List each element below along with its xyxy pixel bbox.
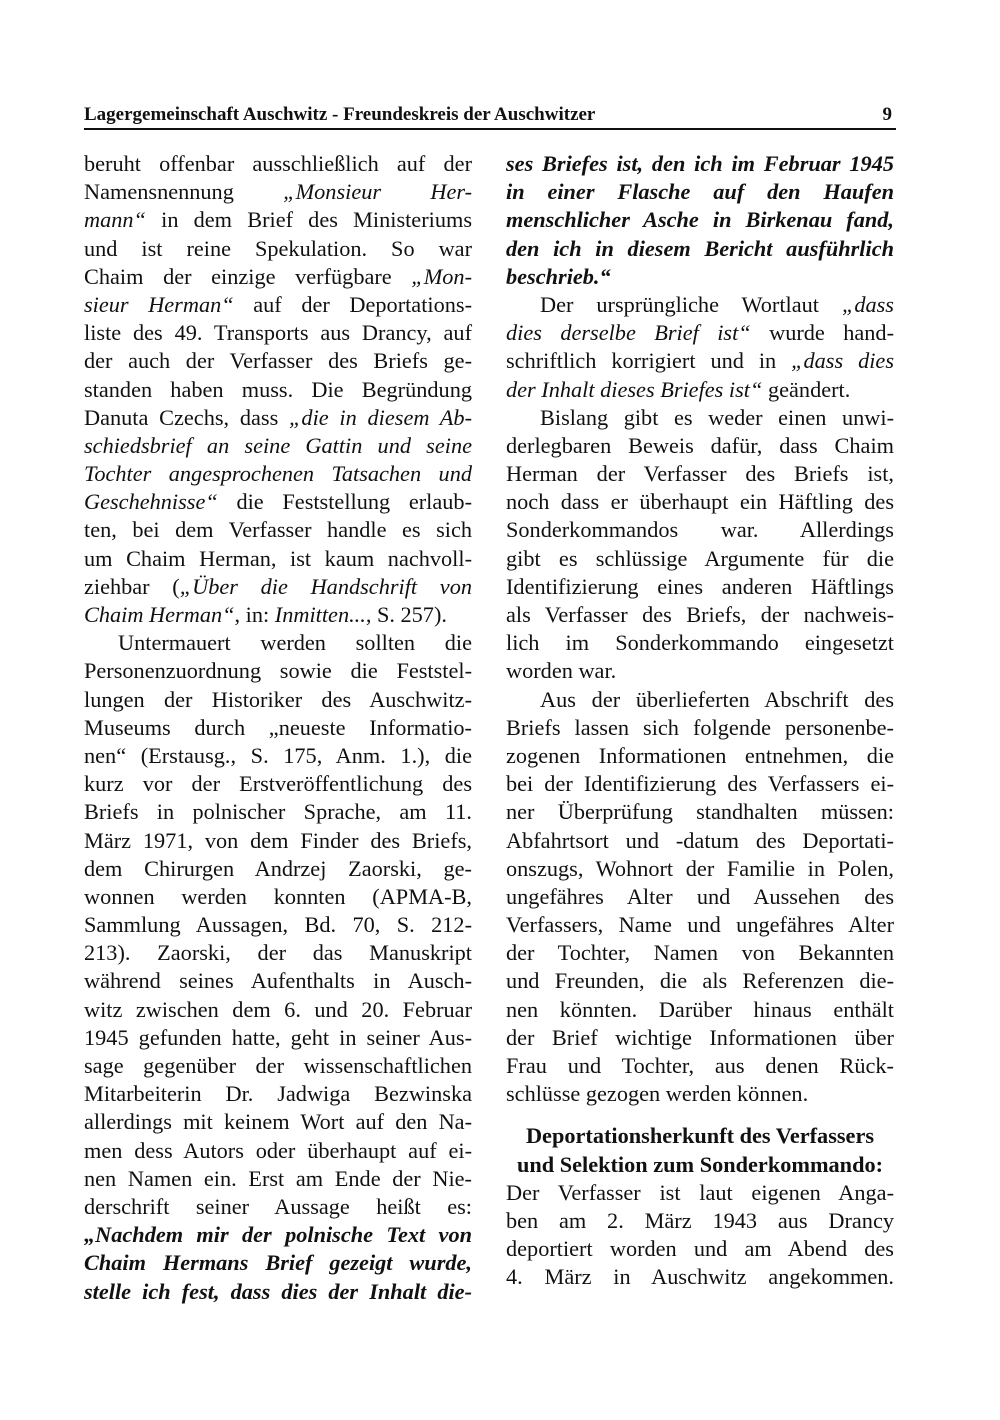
text-segment: nen könnten. Darüber hinaus enthält (506, 996, 894, 1022)
text-line (84, 911, 472, 939)
text-segment: in dem Brief des Ministeriums (145, 207, 472, 233)
text-segment: standen haben muss. Die Begründung (84, 376, 472, 402)
text-segment: , S. 257). (365, 602, 447, 627)
text-segment: beschrieb.“ (506, 263, 611, 289)
text-line (84, 1278, 472, 1306)
text-line (506, 545, 894, 573)
right-text-column (506, 150, 894, 1292)
text-segment: Namensnennung (84, 179, 284, 205)
text-line (84, 1137, 472, 1165)
text-segment: 1945 gefunden hatte, geht in seiner Aus- (84, 1024, 472, 1050)
text-line (84, 573, 472, 601)
text-segment: Der Verfasser ist laut eigenen Anga- (506, 1179, 894, 1205)
text-segment: kurz vor der Erstveröffentlichung des (84, 771, 472, 797)
text-line (84, 686, 472, 714)
text-segment: zogenen Informationen entnehmen, die (506, 742, 894, 768)
text-segment: und Freunden, die als Referenzen die- (506, 968, 894, 994)
text-line (506, 1052, 894, 1080)
text-line (84, 516, 472, 544)
text-line (84, 460, 472, 488)
text-segment: onszugs, Wohnort der Familie in Polen, (506, 855, 894, 881)
text-segment: Geschehnisse“ (84, 489, 218, 515)
text-line (84, 432, 472, 460)
text-segment: Chaim der einzige verfügbare (84, 263, 412, 289)
text-line (84, 996, 472, 1024)
text-segment: der Brief wichtige Informationen über (506, 1024, 894, 1050)
text-line (506, 939, 894, 967)
text-segment: gibt es schlüssige Argumente für die (506, 545, 894, 571)
text-segment: derlegbaren Beweis dafür, dass Chaim (506, 432, 894, 458)
text-segment: ziehbar ( (84, 573, 180, 599)
text-segment: „Mon- (411, 263, 472, 289)
text-line (506, 319, 894, 347)
text-segment: und ist reine Spekulation. So war (84, 235, 472, 261)
text-line (84, 1052, 472, 1080)
text-segment: schriftlich korrigiert und in (506, 348, 792, 374)
text-segment: derschrift seiner Aussage heißt es: (84, 1193, 472, 1219)
text-line (506, 573, 894, 601)
text-line (506, 376, 894, 404)
text-line (84, 545, 472, 573)
text-line (84, 488, 472, 516)
text-segment: „dass dies (791, 348, 895, 374)
text-segment: der auch der Verfasser des Briefs ge- (84, 348, 472, 374)
text-segment: die Feststellung erlaub- (217, 489, 472, 515)
text-segment: beruht offenbar ausschließlich auf der (84, 151, 472, 176)
text-line (84, 714, 472, 742)
text-line (506, 488, 894, 516)
text-segment: stelle ich fest, dass dies der Inhalt die- (84, 1278, 472, 1304)
text-line (84, 883, 472, 911)
text-line (84, 798, 472, 826)
text-line (84, 629, 472, 657)
text-line (506, 770, 894, 798)
text-segment: in einer Flasche auf den Haufen (506, 179, 894, 205)
text-line (506, 404, 894, 432)
text-segment: Mitarbeiterin Dr. Jadwiga Bezwinska (84, 1081, 472, 1107)
text-segment: dem Chirurgen Andrzej Zaorski, ge- (84, 855, 472, 881)
text-line (506, 1080, 894, 1108)
text-line (506, 714, 894, 742)
text-line (506, 827, 894, 855)
text-segment: den ich in diesem Bericht ausführlich (506, 235, 894, 261)
text-line (506, 911, 894, 939)
text-segment: Inmitten... (274, 602, 366, 627)
text-line (506, 206, 894, 234)
text-line (84, 1024, 472, 1052)
text-line (506, 235, 894, 263)
text-line (84, 1249, 472, 1277)
text-segment: Verfassers, Name und ungefähres Alter (506, 912, 894, 938)
text-segment: deportiert worden und am Abend des (506, 1236, 894, 1262)
text-segment: als Verfasser des Briefs, der nachweis- (506, 602, 894, 627)
text-segment: Chaim Hermans Brief gezeigt wurde, (84, 1250, 472, 1276)
text-segment: ten, bei dem Verfasser handle es sich (84, 517, 472, 543)
text-line (506, 742, 894, 770)
text-line (506, 1263, 894, 1291)
text-segment: „Nachdem mir der polnische Text von (84, 1222, 472, 1248)
text-line (84, 939, 472, 967)
text-segment: Briefs in polnischer Sprache, am 11. (84, 799, 472, 825)
text-segment: schiedsbrief an seine Gattin und seine (84, 432, 472, 458)
text-segment: Untermauert werden sollten die (118, 630, 472, 656)
text-segment: worden war. (506, 658, 617, 684)
text-line (506, 657, 894, 685)
text-segment: Sonderkommandos war. Allerdings (506, 517, 894, 543)
text-line (506, 1179, 894, 1207)
text-line (506, 1235, 894, 1263)
text-segment: sage gegenüber der wissenschaftlichen (84, 1053, 472, 1078)
text-segment: dies derselbe Brief ist“ (506, 320, 751, 346)
text-segment: Frau und Tochter, aus denen Rück- (506, 1053, 894, 1078)
text-segment: mann“ (84, 207, 146, 233)
text-line (84, 657, 472, 685)
text-segment: Identifizierung eines anderen Häftlings (506, 573, 894, 599)
text-line (84, 291, 472, 319)
text-segment: 4. März in Auschwitz angekommen. (506, 1264, 894, 1290)
text-line (506, 263, 894, 291)
text-segment: sieur Herman“ (84, 291, 234, 317)
text-segment: Herman der Verfasser des Briefs ist, (506, 461, 894, 487)
text-segment: „Über die Handschrift von (179, 573, 472, 599)
text-segment: Aus der überlieferten Abschrift des (540, 686, 894, 712)
text-line (506, 291, 894, 319)
text-line (506, 601, 894, 629)
text-line (84, 150, 472, 178)
text-line (84, 1193, 472, 1221)
text-segment: ben am 2. März 1943 aus Drancy (506, 1207, 894, 1233)
text-segment: ner Überprüfung standhalten müssen: (506, 799, 894, 825)
text-line (506, 629, 894, 657)
text-line (506, 686, 894, 714)
text-line (84, 855, 472, 883)
text-line (84, 376, 472, 404)
text-segment: „Monsieur Her- (283, 179, 472, 205)
running-header (84, 102, 896, 130)
text-line (84, 263, 472, 291)
text-segment: Danuta Czechs, dass (84, 404, 290, 430)
left-text-column (84, 150, 472, 1306)
text-line (84, 827, 472, 855)
section-heading-line (506, 1122, 894, 1150)
text-segment: lungen der Historiker des Auschwitz- (84, 686, 472, 712)
text-line (84, 601, 472, 629)
text-segment: wurde hand- (750, 320, 894, 346)
text-line (506, 516, 894, 544)
text-line (506, 996, 894, 1024)
text-line (506, 855, 894, 883)
text-line (84, 235, 472, 263)
text-line (506, 798, 894, 826)
text-line (84, 319, 472, 347)
text-segment: wonnen werden konnten (APMA-B, (84, 883, 472, 909)
text-line (506, 1207, 894, 1235)
text-segment: der Tochter, Namen von Bekannten (506, 940, 894, 966)
text-line (506, 460, 894, 488)
text-segment: auf der Deportations- (233, 291, 472, 317)
text-line (84, 967, 472, 995)
text-segment: men dess Autors oder überhaupt auf ei- (84, 1137, 472, 1163)
text-line (506, 178, 894, 206)
text-line (506, 150, 894, 178)
text-line (84, 404, 472, 432)
text-line (84, 770, 472, 798)
text-segment: Sammlung Aussagen, Bd. 70, S. 212- (84, 912, 472, 938)
text-segment: bei der Identifizierung des Verfassers ei- (506, 771, 894, 797)
text-line (84, 347, 472, 375)
text-segment: , in: (234, 602, 275, 627)
text-line (84, 1080, 472, 1108)
text-segment: liste des 49. Transports aus Drancy, auf (84, 320, 472, 346)
text-segment: der Inhalt dieses Briefes ist“ (506, 376, 763, 402)
text-line (506, 347, 894, 375)
page-number: 9 (882, 104, 892, 125)
text-segment: witz zwischen dem 6. und 20. Februar (84, 996, 472, 1022)
header-title: Lagergemeinschaft Auschwitz - Freundeskreis der Auschwitzer (84, 104, 596, 125)
text-segment: lich im Sonderkommando eingesetzt (506, 630, 894, 656)
text-segment: „die in diesem Ab- (289, 404, 472, 430)
text-line (506, 967, 894, 995)
text-line (506, 1024, 894, 1052)
text-line (84, 178, 472, 206)
section-heading-line (506, 1151, 894, 1179)
text-line (506, 883, 894, 911)
text-line (506, 432, 894, 460)
text-segment: ses Briefes ist, den ich im Februar 1945 (506, 151, 894, 176)
text-segment: Deportationsherkunft des Verfassers (525, 1123, 875, 1149)
text-segment: „dass (841, 291, 894, 317)
text-segment: nen Namen ein. Erst am Ende der Nie- (84, 1165, 472, 1191)
text-segment: März 1971, von dem Finder des Briefs, (84, 827, 472, 853)
text-segment: Abfahrtsort und -datum des Deportati- (506, 827, 894, 853)
text-segment: allerdings mit keinem Wort auf den Na- (84, 1109, 472, 1135)
text-segment: während seines Aufenthalts in Ausch- (84, 968, 472, 994)
text-line (84, 742, 472, 770)
text-segment: ungefähres Alter und Aussehen des (506, 883, 894, 909)
text-segment: um Chaim Herman, ist kaum nachvoll- (84, 545, 472, 571)
text-line (84, 206, 472, 234)
text-segment: und Selektion zum Sonderkommando: (516, 1151, 884, 1177)
text-segment: Chaim Herman“ (84, 602, 235, 627)
text-line (84, 1221, 472, 1249)
text-segment: Bislang gibt es weder einen unwi- (540, 404, 894, 430)
text-segment: Tochter angesprochenen Tatsachen und (84, 461, 472, 487)
text-line (84, 1165, 472, 1193)
text-segment: schlüsse gezogen werden können. (506, 1081, 809, 1107)
text-segment: geändert. (762, 376, 851, 402)
text-segment: Museums durch „neueste Informatio- (84, 714, 472, 740)
text-segment: menschlicher Asche in Birkenau fand, (506, 207, 894, 233)
text-segment: Briefs lassen sich folgende personenbe- (506, 714, 894, 740)
paragraph-gap (506, 1108, 894, 1122)
text-segment: 213). Zaorski, der das Manuskript (84, 940, 472, 966)
text-line (84, 1108, 472, 1136)
text-segment: noch dass er überhaupt ein Häftling des (506, 489, 894, 515)
text-segment: Der ursprüngliche Wortlaut (540, 291, 842, 317)
text-segment: nen“ (Erstausg., S. 175, Anm. 1.), die (84, 742, 472, 768)
text-segment: Personenzuordnung sowie die Feststel- (84, 658, 472, 684)
